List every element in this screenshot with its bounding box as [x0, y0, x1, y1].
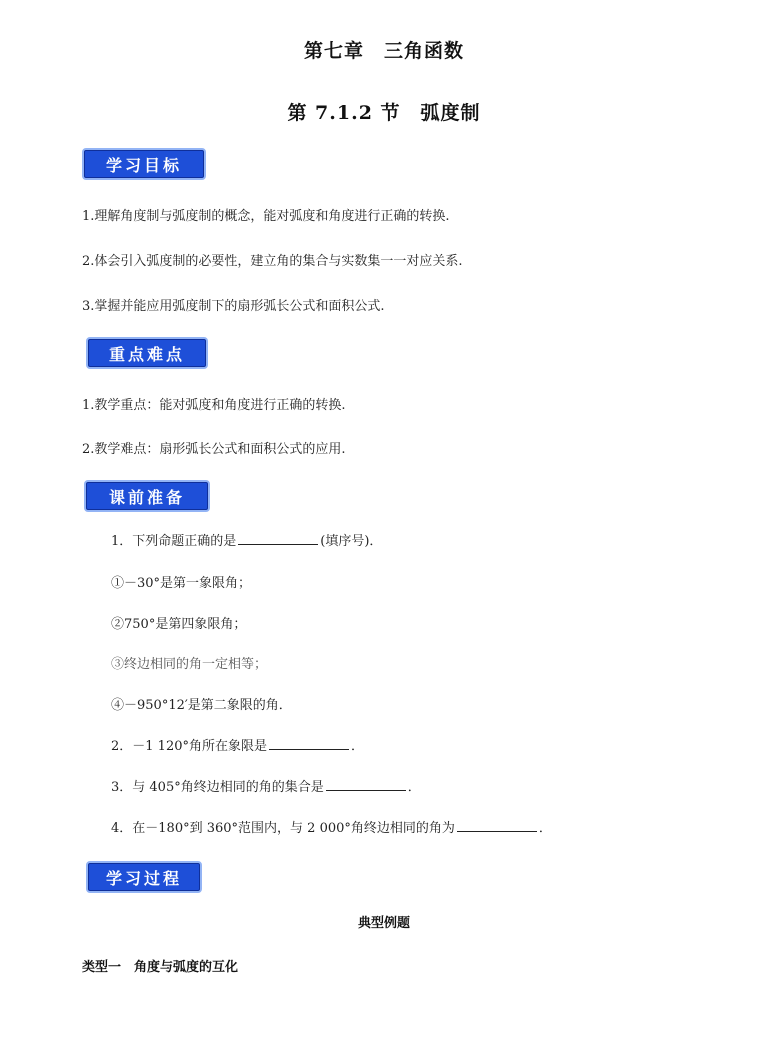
typical-examples-heading: 典型例题 — [357, 916, 410, 931]
chapter-title: 第七章 三角函数 — [303, 40, 464, 62]
question-2-suffix: ． — [351, 739, 365, 754]
question-1 — [111, 530, 382, 549]
answer-blank — [457, 819, 537, 832]
badge-preparation: 课前准备 — [84, 480, 210, 512]
option-1: ①－30°是第一象限角； — [111, 576, 252, 591]
answer-blank — [269, 737, 349, 750]
badge-goals: 学习目标 — [82, 148, 206, 180]
key-point-2: 2.教学难点：扇形弧长公式和面积公式的应用. — [82, 442, 346, 457]
question-4-text: 4．在－180°到 360°范围内，与 2 000°角终边相同的角为 — [111, 821, 455, 836]
type-one-heading: 类型一 角度与弧度的互化 — [82, 960, 239, 975]
question-2 — [111, 735, 364, 754]
badge-process: 学习过程 — [86, 861, 202, 893]
goal-2: 2.体会引入弧度制的必要性，建立角的集合与实数集一一对应关系. — [82, 254, 463, 269]
question-3-text: 3．与 405°角终边相同的角的集合是 — [111, 780, 324, 795]
option-2: ②750°是第四象限角； — [111, 617, 247, 632]
question-1-suffix: (填序号)． — [320, 534, 383, 549]
question-2-text: 2．－1 120°角所在象限是 — [111, 739, 267, 754]
question-3 — [111, 776, 421, 795]
question-4 — [111, 817, 552, 836]
option-3: ③终边相同的角一定相等； — [111, 657, 268, 672]
badge-key-points: 重点难点 — [86, 337, 208, 369]
key-point-1: 1.教学重点：能对弧度和角度进行正确的转换. — [82, 398, 346, 413]
question-4-suffix: ． — [538, 821, 552, 836]
goal-1: 1.理解角度制与弧度制的概念，能对弧度和角度进行正确的转换. — [82, 209, 450, 224]
question-3-suffix: ． — [407, 780, 421, 795]
answer-blank — [238, 532, 318, 545]
section-title: 第 7.1.2 节 弧度制 — [287, 102, 481, 124]
option-4: ④－950°12′是第二象限的角． — [111, 698, 292, 713]
question-1-text: 1．下列命题正确的是 — [111, 534, 237, 549]
answer-blank — [326, 778, 406, 791]
goal-3: 3.掌握并能应用弧度制下的扇形弧长公式和面积公式. — [82, 299, 385, 314]
